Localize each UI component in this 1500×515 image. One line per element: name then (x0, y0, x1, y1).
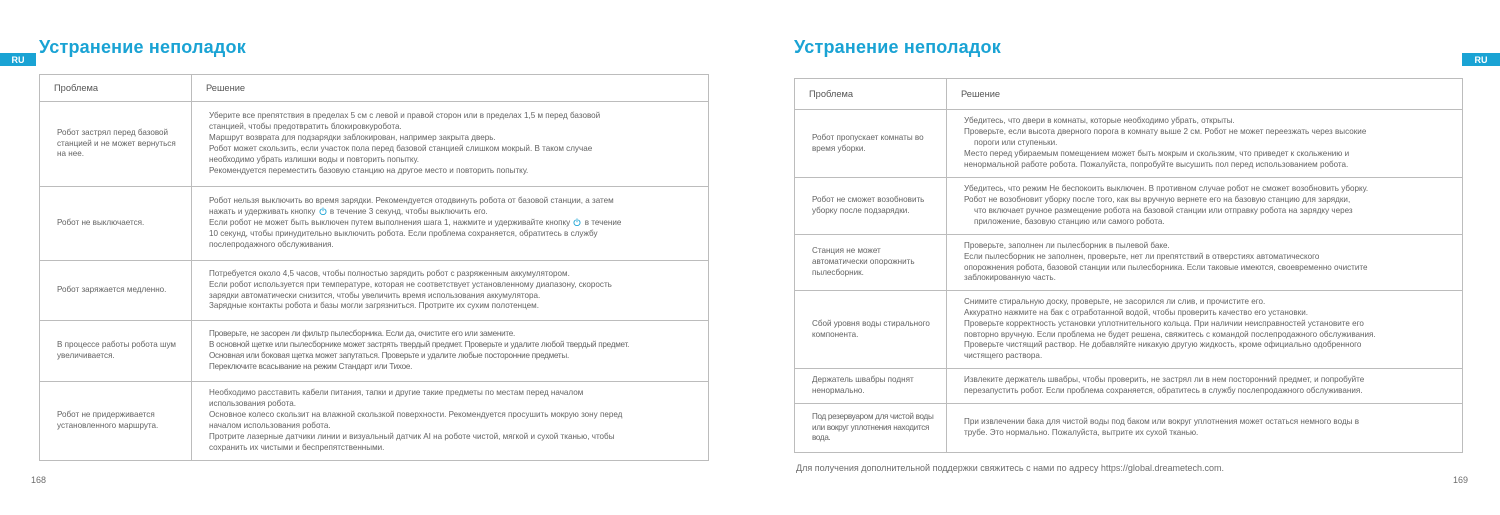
problem-cell: Под резервуаром для чистой воды или вокруг уплотнения находится вода. (795, 404, 947, 453)
table-row (795, 235, 1463, 291)
solution-column-header: Решение (947, 79, 1463, 110)
solution-cell (947, 110, 1463, 178)
problem-column-header: Проблема (40, 75, 192, 102)
solution-line: Если пылесборник не заполнен, проверьте, нет ли препятствий в отверстиях автоматического (964, 251, 1320, 261)
solution-line: станцией, чтобы предотвратить блокировкуробота. (209, 122, 402, 132)
problem-cell: Робот заряжается медленно. (40, 261, 192, 321)
solution-line: послепродажного обслуживания. (209, 239, 334, 249)
problem-column-header: Проблема (795, 79, 947, 110)
solution-line: Рекомендуется переместить базовую станцию на другое место и повторить попытку. (209, 165, 529, 175)
solution-cell (192, 102, 709, 187)
solution-line: Проверьте, заполнен ли пылесборник в пылевой баке. (964, 240, 1170, 250)
solution-line: сохранить их чистыми и беспрепятственными. (209, 442, 385, 452)
table-row (40, 382, 709, 461)
solution-line: трубе. Это нормально. Пожалуйста, вытрите их сухой тканью. (964, 428, 1199, 437)
solution-line: Уберите все препятствия в пределах 5 см с левой и правой сторон или в пределах 1,5 м перед базовой (209, 111, 601, 121)
table-header-row (795, 79, 1463, 110)
solution-line: Снимите стиральную доску, проверьте, не засорился ли слив, и прочистите его. (964, 296, 1266, 306)
solution-line: Проверьте, если высота дверного порога в комнату выше 2 см. Робот не может переезжать через высокие (964, 127, 1367, 137)
page-number: 168 (31, 475, 47, 485)
troubleshooting-table (39, 74, 709, 461)
troubleshooting-table (794, 78, 1463, 453)
solution-line: использования робота. (209, 399, 296, 409)
problem-cell: Робот не сможет возобновить уборку после подзарядки. (795, 178, 947, 235)
solution-line: Место перед убираемым помещением может быть мокрым и скользким, что приведет к скольжению и (964, 148, 1350, 158)
solution-text: нажать и удерживать кнопку (209, 207, 316, 217)
solution-line (209, 218, 698, 229)
problem-cell: Робот не выключается. (40, 187, 192, 261)
solution-cell (192, 382, 709, 461)
table-header-row (40, 75, 709, 102)
solution-line: необходимо убрать излишки воды и повторить попытку. (209, 154, 419, 164)
solution-line: Проверьте корректность установки уплотнительного кольца. При наличии неисправностей установите его (964, 318, 1364, 328)
solution-line: 10 секунд, чтобы принудительно выключить робота. Если проблема сохраняется, обратитесь в службу (209, 228, 598, 238)
solution-line: Проверьте, не засорен ли фильтр пылесборника. Если да, очистите его или замените. (209, 329, 515, 339)
solution-line: чистящего раствора. (964, 351, 1043, 361)
language-tab: RU (0, 53, 36, 66)
solution-line: Проверьте чистящий раствор. Не добавляйте никакую другую жидкость, кроме официально одобренного (964, 340, 1362, 350)
solution-line: заблокированную часть. (964, 273, 1056, 283)
solution-line: что включает ручное размещение робота на базовой станции или отправку робота на зарядку через (974, 206, 1353, 215)
solution-line: В основной щетке или пылесборнике может застрять твердый предмет. Проверьте и удалите любой твердый предмет. (209, 340, 630, 350)
solution-cell (947, 178, 1463, 235)
solution-line: Потребуется около 4,5 часов, чтобы полностью зарядить робот с разряженным аккумулятором. (209, 268, 570, 278)
solution-line: приложение, базовую станцию или самого робота. (974, 216, 1165, 226)
solution-line: ненормальной работе робота. Пожалуйста, попробуйте высушить пол перед использованием робота. (964, 159, 1349, 169)
page-title: Устранение неполадок (794, 37, 1001, 57)
solution-line: Робот нельзя выключить во время зарядки. Рекомендуется отодвинуть робота от базовой станции, а затем (209, 196, 614, 206)
table-row (40, 321, 709, 382)
power-button-icon (319, 207, 327, 215)
table-row (795, 404, 1463, 453)
problem-cell: Держатель швабры поднят ненормально. (795, 369, 947, 404)
solution-line: Основное колесо скользит на влажной скользкой поверхности. Рекомендуется просушить мокрую зону перед (209, 410, 623, 420)
solution-line: Переключите всасывание на режим Стандарт или Тихое. (209, 361, 413, 371)
problem-cell: Станция не может автоматически опорожнить пылесборник. (795, 235, 947, 291)
solution-line: Робот не возобновит уборку после того, как вы вручную вернете его на базовую станцию для зарядки, (964, 195, 1351, 205)
language-tab: RU (1462, 53, 1500, 66)
page-title: Устранение неполадок (39, 37, 246, 57)
solution-line: Основная или боковая щетка может запутаться. Проверьте и удалите любые посторонние предметы. (209, 351, 569, 360)
solution-line: пороги или ступеньки. (974, 138, 1058, 148)
table-row (795, 110, 1463, 178)
solution-line: перезапустить робот. Если проблема сохраняется, обратитесь в службу послепродажного обслуживания. (964, 386, 1363, 395)
solution-line: При извлечении бака для чистой воды под баком или вокруг уплотнения может остаться немного воды в (964, 417, 1360, 427)
solution-line: Маршрут возврата для подзарядки заблокирован, например закрыта дверь. (209, 133, 496, 143)
table-row (40, 102, 709, 187)
solution-cell (947, 235, 1463, 291)
right-page (750, 0, 1500, 515)
problem-cell: Робот застрял перед базовой станцией и не может вернуться на нее. (40, 102, 192, 187)
solution-cell (192, 321, 709, 382)
solution-line: повторно вручную. Если проблема не будет решена, свяжитесь с командой послепродажного обслуживания. (964, 329, 1376, 339)
solution-column-header: Решение (192, 75, 709, 102)
solution-line: Если робот используется при температуре, которая не соответствует установленному диапазону, скорость (209, 279, 612, 289)
table-row (795, 369, 1463, 404)
table-row (795, 178, 1463, 235)
solution-line: зарядки автоматически снизится, чтобы увеличить время использования аккумулятора. (209, 290, 541, 300)
solution-text: Если робот не может быть выключен путем выполнения шага 1, нажмите и удерживайте кнопку (209, 218, 571, 228)
solution-text: в течение (584, 218, 622, 228)
support-footnote: Для получения дополнительной поддержки свяжитесь с нами по адресу https://global.dreametech.com. (796, 463, 1224, 473)
solution-line: опорожнения робота, базовой станции или пылесборника. Если таковые имеются, своевременно очистите (964, 262, 1368, 272)
solution-cell (192, 261, 709, 321)
solution-line (209, 207, 698, 218)
solution-cell (947, 291, 1463, 369)
problem-cell: В процессе работы робота шум увеличивается. (40, 321, 192, 382)
solution-line: Убедитесь, что двери в комнаты, которые необходимо убрать, открыты. (964, 116, 1235, 126)
solution-text: в течение 3 секунд, чтобы выключить его. (329, 207, 488, 217)
problem-cell: Робот не придерживается установленного маршрута. (40, 382, 192, 461)
page-number: 169 (1453, 475, 1469, 485)
solution-cell (947, 369, 1463, 404)
solution-line: Извлеките держатель швабры, чтобы проверить, не застрял ли в нем посторонний предмет, и попробуйте (964, 375, 1365, 385)
problem-cell: Сбой уровня воды стирального компонента. (795, 291, 947, 369)
solution-line: Зарядные контакты робота и базы могли загрязниться. Протрите их сухим полотенцем. (209, 301, 539, 311)
power-button-icon (573, 218, 581, 226)
solution-line: началом использования робота. (209, 421, 331, 430)
solution-line: Убедитесь, что режим Не беспокоить выключен. В противном случае робот не сможет возобновить уборку. (964, 184, 1369, 194)
solution-line: Необходимо расставить кабели питания, тапки и другие такие предметы по местам перед началом (209, 388, 584, 398)
table-row (795, 291, 1463, 369)
solution-line: Робот может скользить, если участок пола перед базовой станцией слишком мокрый. В таком случае (209, 144, 593, 153)
solution-cell (947, 404, 1463, 453)
solution-line: Аккуратно нажмите на бак с отработанной водой, чтобы проверить качество его установки. (964, 307, 1308, 317)
problem-cell: Робот пропускает комнаты во время уборки. (795, 110, 947, 178)
table-row (40, 187, 709, 261)
table-row (40, 261, 709, 321)
solution-line: Протрите лазерные датчики линии и визуальный датчик AI на роботе чистой, мягкой и сухой тканью, чтобы (209, 431, 615, 441)
solution-cell (192, 187, 709, 261)
